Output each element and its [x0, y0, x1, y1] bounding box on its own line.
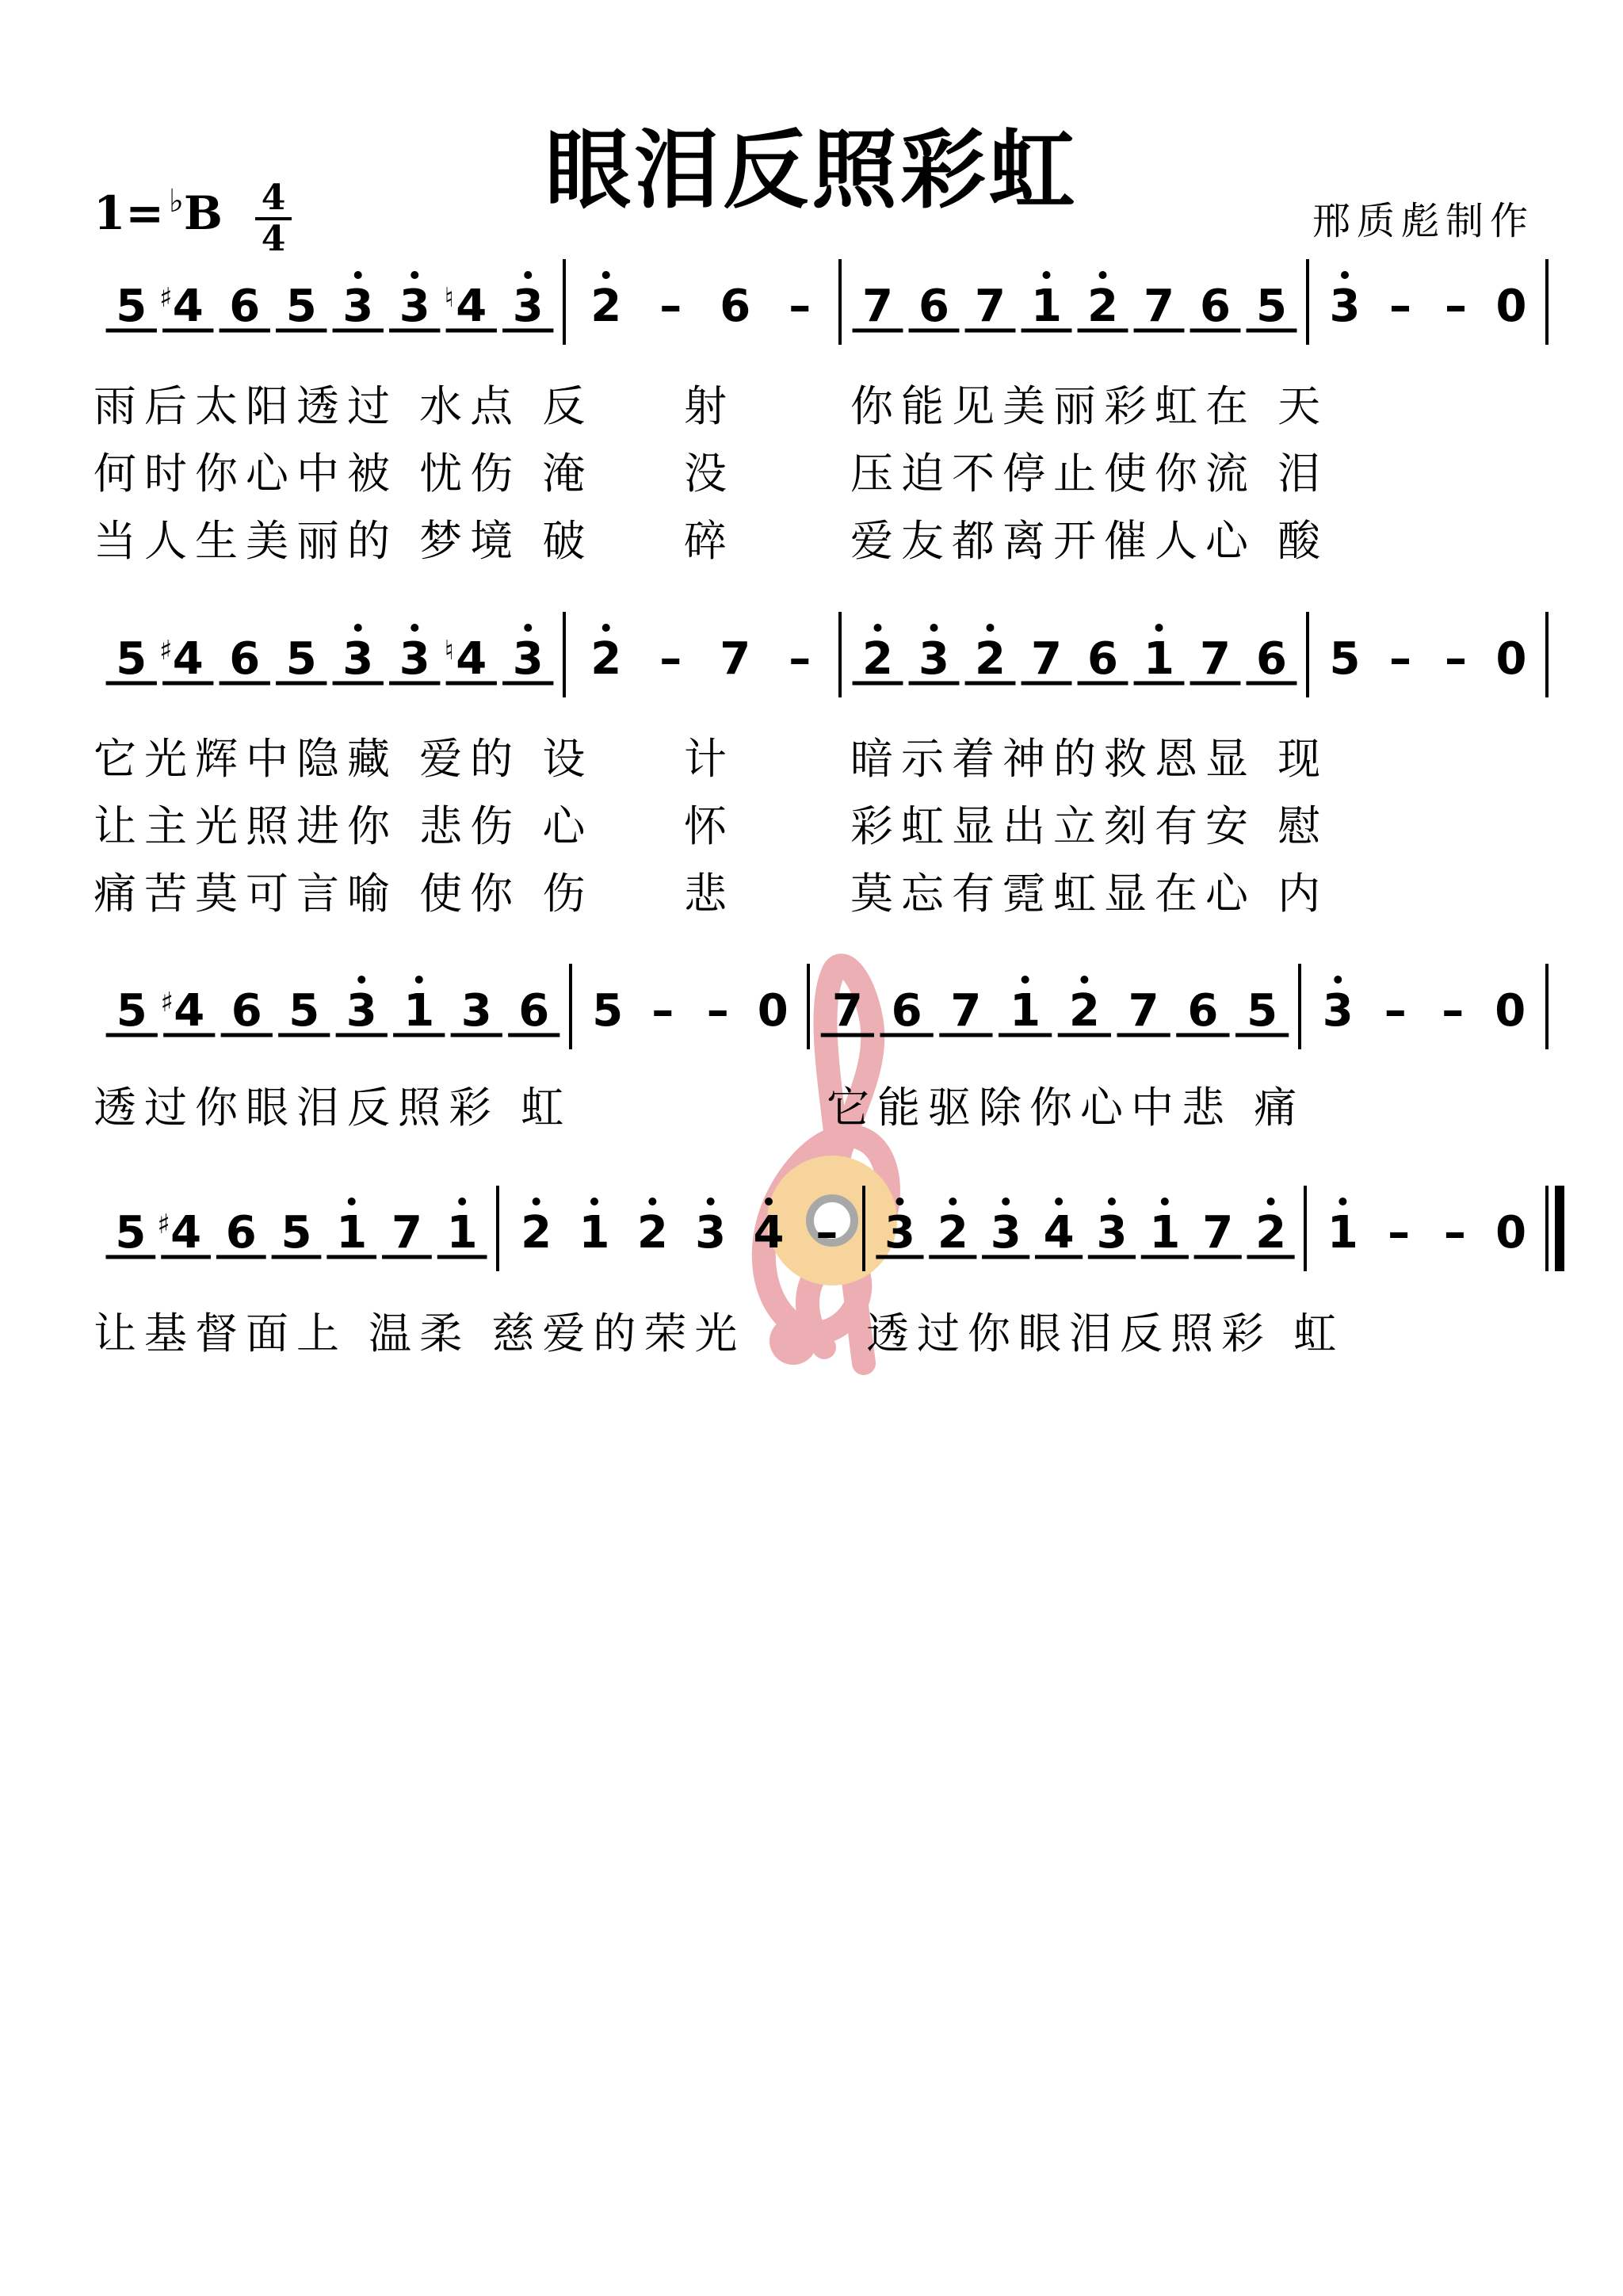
high-octave-dot	[648, 1198, 656, 1205]
note-digit: –	[659, 633, 682, 685]
note-digit: 1	[403, 985, 435, 1037]
note-digit: 6	[1187, 985, 1219, 1037]
accidental-sign: ♯	[157, 1209, 170, 1240]
high-octave-dot	[1341, 271, 1349, 279]
note-digit: –	[789, 281, 812, 332]
note-digit: 1	[1010, 985, 1041, 1037]
high-octave-dot	[1108, 1198, 1116, 1205]
note-digit: 6	[231, 985, 262, 1037]
note-digit: 5	[1329, 633, 1361, 685]
high-octave-dot	[987, 624, 995, 632]
high-octave-dot	[415, 976, 423, 984]
note-digit: –	[815, 1207, 838, 1259]
note-digit: 6	[891, 985, 922, 1037]
note-digit: 4	[170, 1207, 202, 1259]
flat-accidental: ♭	[168, 182, 184, 220]
arranger-credit: 邢质彪制作	[1312, 199, 1534, 243]
high-octave-dot	[707, 1198, 715, 1205]
note-digit: 3	[399, 633, 430, 685]
lyric-segment: 怀	[684, 801, 735, 851]
key-note: B	[183, 186, 223, 240]
note-digit: 0	[1495, 985, 1526, 1037]
note-digit: 7	[1031, 633, 1062, 685]
note-digit: 6	[1200, 281, 1231, 332]
time-sig-bottom: 4	[261, 219, 286, 259]
high-octave-dot	[354, 624, 362, 632]
note-digit: 3	[884, 1207, 915, 1259]
note-digit: 6	[918, 281, 949, 332]
lyric-segment: 暗示着神的救恩显 现	[850, 734, 1329, 784]
lyric-segment: 让基督面上 温柔 慈爱的荣光	[94, 1308, 746, 1358]
note-digit: 7	[975, 281, 1006, 332]
note-digit: 1	[579, 1207, 610, 1259]
note-digit: 1	[1031, 281, 1062, 332]
high-octave-dot	[949, 1198, 957, 1205]
high-octave-dot	[357, 976, 365, 984]
note-digit: 0	[1495, 633, 1527, 685]
high-octave-dot	[533, 1198, 540, 1205]
note-digit: 3	[1329, 281, 1361, 332]
note-digit: 7	[1200, 633, 1231, 685]
high-octave-dot	[1334, 976, 1342, 984]
note-digit: 3	[342, 281, 374, 332]
lyric-segment: 射	[684, 381, 735, 431]
high-octave-dot	[354, 271, 362, 279]
note-digit: 7	[950, 985, 982, 1037]
note-digit: 5	[285, 281, 317, 332]
time-sig-top: 4	[261, 178, 286, 218]
song-title: 眼泪反照彩虹	[544, 120, 1078, 220]
lyric-segment: 透过你眼泪反照彩 虹	[866, 1308, 1345, 1358]
high-octave-dot	[590, 1198, 598, 1205]
note-digit: 2	[975, 633, 1006, 685]
note-digit: 0	[1495, 281, 1527, 332]
lyric-segment: 悲	[684, 869, 735, 919]
lyric-segment: 让主光照进你 悲伤 心	[94, 801, 594, 851]
clef-tail-dot	[769, 1317, 817, 1365]
note-digit: 2	[862, 633, 893, 685]
high-octave-dot	[1161, 1198, 1169, 1205]
high-octave-dot	[524, 624, 532, 632]
note-digit: –	[1445, 281, 1467, 332]
note-digit: –	[1389, 633, 1411, 685]
note-digit: 5	[285, 633, 317, 685]
note-digit: 2	[590, 633, 622, 685]
lyric-segment: 它能驱除你心中悲 痛	[827, 1083, 1305, 1133]
high-octave-dot	[1055, 1198, 1063, 1205]
note-digit: 5	[281, 1207, 312, 1259]
note-digit: 7	[720, 633, 751, 685]
note-digit: 4	[172, 281, 204, 332]
note-digit: 2	[937, 1207, 968, 1259]
lyric-segment: 雨后太阳透过 水点 反	[94, 381, 594, 431]
note-digit: 3	[512, 281, 544, 332]
note-digit: 4	[456, 281, 487, 332]
note-digit: 2	[1255, 1207, 1287, 1259]
high-octave-dot	[524, 271, 532, 279]
lyric-segment: 莫忘有霓虹显在心 内	[850, 869, 1329, 919]
note-digit: 6	[229, 281, 261, 332]
note-digit: 5	[116, 985, 147, 1037]
note-digit: 5	[288, 985, 320, 1037]
note-digit: 3	[342, 633, 374, 685]
note-digit: 1	[1144, 633, 1174, 685]
note-digit: 4	[172, 633, 204, 685]
note-digit: 2	[590, 281, 622, 332]
high-octave-dot	[1099, 271, 1107, 279]
high-octave-dot	[1267, 1198, 1275, 1205]
note-digit: 7	[831, 985, 863, 1037]
note-digit: –	[1443, 1207, 1466, 1259]
high-octave-dot	[1155, 624, 1163, 632]
high-octave-dot	[930, 624, 938, 632]
note-digit: 7	[1144, 281, 1174, 332]
note-digit: 7	[1202, 1207, 1234, 1259]
note-digit: 6	[1087, 633, 1118, 685]
note-digit: –	[659, 281, 682, 332]
note-digit: –	[1442, 985, 1465, 1037]
note-digit: –	[1388, 1207, 1411, 1259]
note-digit: 7	[1128, 985, 1159, 1037]
note-digit: 2	[1068, 985, 1100, 1037]
note-digit: 5	[1247, 985, 1278, 1037]
note-digit: 6	[1256, 633, 1287, 685]
note-digit: 2	[1087, 281, 1118, 332]
note-digit: 7	[862, 281, 893, 332]
lyric-segment: 透过你眼泪反照彩 虹	[94, 1083, 572, 1133]
note-digit: 3	[460, 985, 492, 1037]
note-digit: 4	[456, 633, 487, 685]
high-octave-dot	[602, 271, 610, 279]
note-digit: –	[706, 985, 729, 1037]
note-digit: 3	[695, 1207, 727, 1259]
note-digit: 3	[918, 633, 949, 685]
lyric-segment: 彩虹显出立刻有安 慰	[850, 801, 1329, 851]
note-digit: –	[1445, 633, 1467, 685]
high-octave-dot	[765, 1198, 773, 1205]
note-digit: –	[651, 985, 674, 1037]
high-octave-dot	[1338, 1198, 1346, 1205]
lyric-segment: 爱友都离开催人心 酸	[850, 516, 1329, 566]
note-digit: 5	[1256, 281, 1287, 332]
accidental-sign: ♮	[444, 635, 454, 667]
note-digit: –	[1384, 985, 1407, 1037]
high-octave-dot	[1043, 271, 1051, 279]
note-digit: 2	[636, 1207, 668, 1259]
high-octave-dot	[874, 624, 882, 632]
note-digit: 1	[446, 1207, 478, 1259]
lyric-segment: 没	[684, 449, 735, 499]
note-digit: 5	[115, 1207, 147, 1259]
accidental-sign: ♯	[160, 987, 174, 1018]
lyric-segment: 痛苦莫可言喻 使你 伤	[94, 869, 594, 919]
high-octave-dot	[1080, 976, 1088, 984]
accidental-sign: ♯	[159, 282, 173, 314]
note-digit: 4	[174, 985, 205, 1037]
lyric-segment: 碎	[684, 516, 735, 566]
note-digit: 5	[592, 985, 624, 1037]
high-octave-dot	[1022, 976, 1029, 984]
high-octave-dot	[411, 271, 418, 279]
high-octave-dot	[458, 1198, 466, 1205]
note-digit: 6	[518, 985, 550, 1037]
note-digit: 6	[720, 281, 751, 332]
note-digit: 4	[1043, 1207, 1075, 1259]
high-octave-dot	[602, 624, 610, 632]
note-digit: 3	[1096, 1207, 1128, 1259]
note-digit: 4	[753, 1207, 785, 1259]
note-digit: 3	[512, 633, 544, 685]
note-digit: 1	[336, 1207, 368, 1259]
high-octave-dot	[348, 1198, 356, 1205]
note-digit: –	[789, 633, 812, 685]
note-digit: 6	[229, 633, 261, 685]
lyric-segment: 当人生美丽的 梦境 破	[94, 516, 594, 566]
note-digit: –	[1389, 281, 1411, 332]
note-digit: 1	[1149, 1207, 1181, 1259]
note-digit: 5	[116, 281, 147, 332]
note-digit: 3	[346, 985, 377, 1037]
high-octave-dot	[896, 1198, 903, 1205]
note-digit: 3	[1322, 985, 1354, 1037]
note-digit: 0	[757, 985, 789, 1037]
note-digit: 6	[225, 1207, 257, 1259]
high-octave-dot	[1002, 1198, 1010, 1205]
lyric-segment: 计	[684, 734, 735, 784]
note-digit: 3	[990, 1207, 1022, 1259]
note-digit: 3	[399, 281, 430, 332]
note-digit: 2	[521, 1207, 552, 1259]
note-digit: 7	[391, 1207, 422, 1259]
lyric-segment: 它光辉中隐藏 爱的 设	[94, 734, 594, 784]
key-prefix: 1=	[94, 186, 164, 240]
accidental-sign: ♯	[159, 635, 173, 667]
high-octave-dot	[411, 624, 418, 632]
note-digit: 1	[1327, 1207, 1358, 1259]
lyric-segment: 你能见美丽彩虹在 天	[850, 381, 1329, 431]
lyric-segment: 压迫不停止使你流 泪	[850, 449, 1329, 499]
note-digit: 5	[116, 633, 147, 685]
lyric-segment: 何时你心中被 忧伤 淹	[94, 449, 594, 499]
note-digit: 0	[1495, 1207, 1527, 1259]
accidental-sign: ♮	[444, 282, 454, 314]
